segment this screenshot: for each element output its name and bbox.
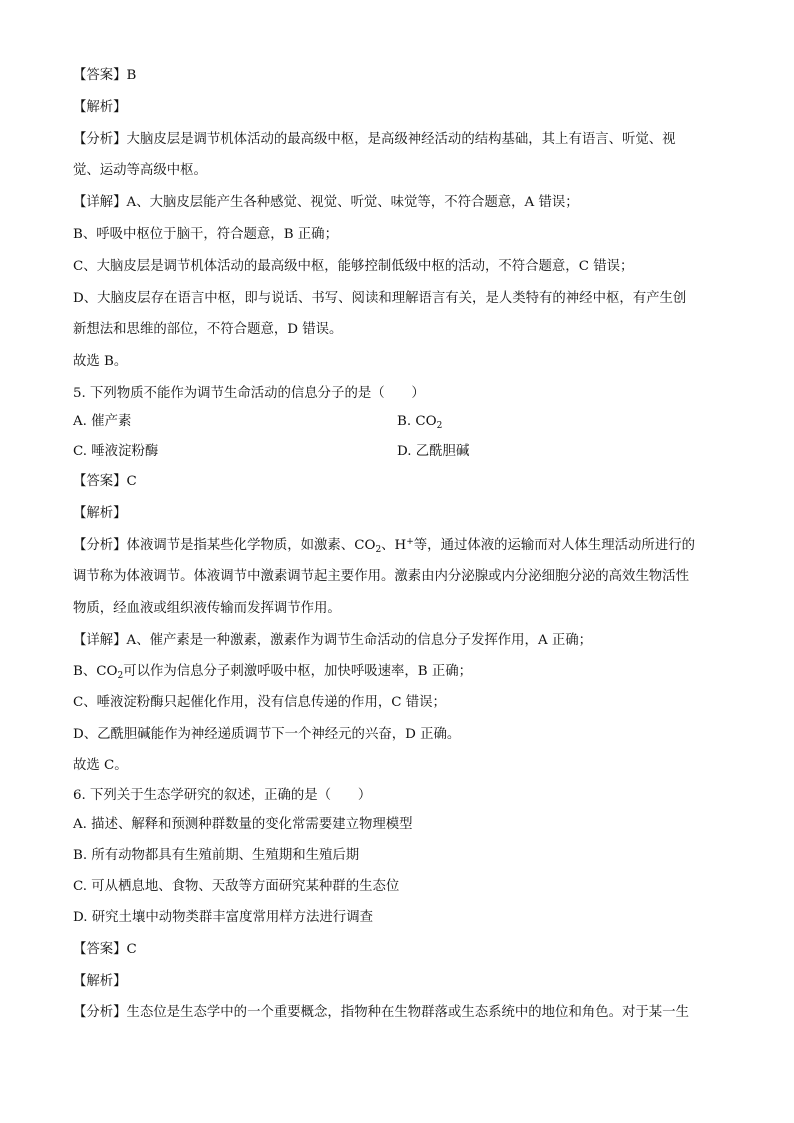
q5-option-b-text: B. CO	[397, 414, 437, 429]
q5-detail-b-subscript: 2	[117, 671, 124, 681]
q5-detail-a: 【详解】A、催产素是一种激素，激素作为调节生命活动的信息分子发挥作用，A 正确；	[73, 633, 593, 648]
q5-stem: 5. 下列物质不能作为调节生命活动的信息分子的是（ ）	[73, 386, 425, 401]
q5-analysis-text: 、H	[381, 538, 407, 553]
q5-detail-c: C、唾液淀粉酶只起催化作用，没有信息传递的作用，C 错误；	[73, 695, 446, 710]
q4-analysis-line: 觉、运动等高级中枢。	[73, 163, 207, 178]
q5-analysis-text: 等，通过体液的运输而对人体生理活动所进行的	[413, 538, 695, 553]
q5-analysis-label: 【解析】	[73, 506, 127, 521]
q5-detail-d: D、乙酰胆碱能作为神经递质调节下一个神经元的兴奋，D 正确。	[73, 727, 461, 742]
q6-stem: 6. 下列关于生态学研究的叙述，正确的是（ ）	[73, 788, 372, 803]
q4-detail-c: C、大脑皮层是调节机体活动的最高级中枢，能够控制低级中枢的活动，不符合题意，C 错误；	[73, 259, 634, 274]
q5-analysis-superscript: +	[406, 537, 414, 547]
q5-option-b-subscript: 2	[436, 421, 443, 431]
q4-detail-d: 新想法和思维的部位，不符合题意，D 错误。	[73, 322, 343, 337]
q6-option-a: A. 描述、解释和预测种群数量的变化常需要建立物理模型	[73, 817, 413, 832]
q6-answer: 【答案】C	[73, 942, 137, 957]
q5-detail-b-text: 可以作为信息分子刺激呼吸中枢，加快呼吸速率，B 正确；	[123, 664, 473, 679]
q5-analysis-text: 【分析】体液调节是指某些化学物质，如激素、CO	[73, 538, 376, 553]
q4-detail-b: B、呼吸中枢位于脑干，符合题意，B 正确；	[73, 227, 338, 242]
q5-option-c: C. 唾液淀粉酶	[73, 444, 159, 459]
q4-answer: 【答案】B	[73, 68, 137, 83]
q5-answer: 【答案】C	[73, 474, 137, 489]
q5-option-a: A. 催产素	[73, 414, 132, 429]
q5-analysis-line	[73, 536, 695, 556]
q5-detail-b-text: B、CO	[73, 664, 118, 679]
q6-option-b: B. 所有动物都具有生殖前期、生殖期和生殖后期	[73, 848, 360, 863]
q5-analysis-line: 调节称为体液调节。体液调节中激素调节起主要作用。激素由内分泌腺或内分泌细胞分泌的高效生物活性	[73, 569, 689, 584]
q4-analysis-line: 【分析】大脑皮层是调节机体活动的最高级中枢，是高级神经活动的结构基础，其上有语言、听觉、视	[73, 132, 676, 147]
q4-detail-d: D、大脑皮层存在语言中枢，即与说话、书写、阅读和理解语言有关，是人类特有的神经中枢，有产生创	[73, 291, 687, 306]
q5-analysis-subscript: 2	[375, 545, 382, 555]
q4-analysis-label: 【解析】	[73, 100, 127, 115]
q5-analysis-line: 物质，经血液或组织液传输而发挥调节作用。	[73, 601, 341, 616]
q6-option-d: D. 研究土壤中动物类群丰富度常用样方法进行调查	[73, 910, 373, 925]
q5-detail-b	[73, 662, 472, 682]
q6-analysis-label: 【解析】	[73, 974, 127, 989]
q5-option-d: D. 乙酰胆碱	[397, 444, 470, 459]
q5-conclusion: 故选 C。	[73, 758, 128, 773]
q5-option-b	[397, 412, 442, 432]
q6-option-c: C. 可从栖息地、食物、天敌等方面研究某种群的生态位	[73, 879, 400, 894]
q6-analysis-line: 【分析】生态位是生态学中的一个重要概念，指物种在生物群落或生态系统中的地位和角色。对于某一生	[73, 1005, 689, 1020]
q4-detail-a: 【详解】A、大脑皮层能产生各种感觉、视觉、听觉、味觉等，不符合题意，A 错误；	[73, 195, 579, 210]
q4-conclusion: 故选 B。	[73, 354, 128, 369]
